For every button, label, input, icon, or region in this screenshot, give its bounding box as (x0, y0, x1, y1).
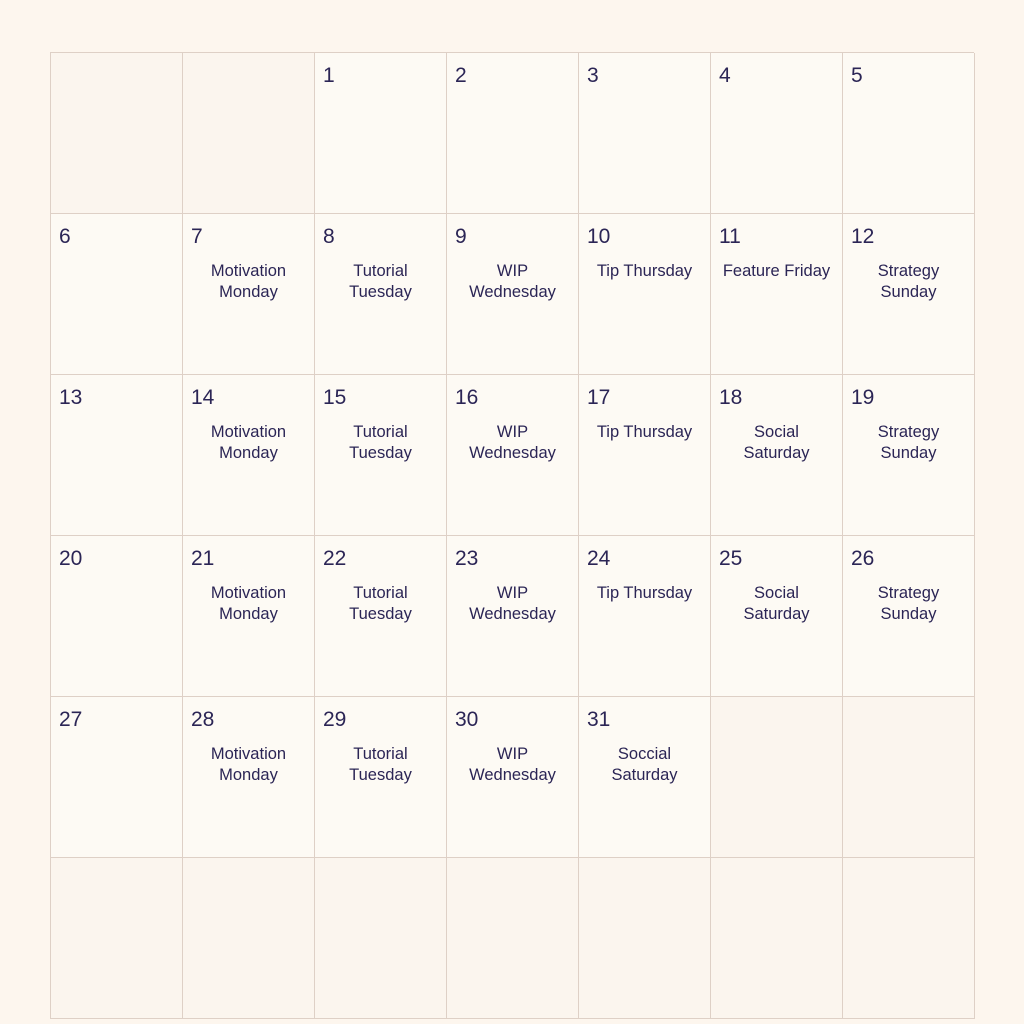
calendar-day-cell[interactable] (711, 858, 843, 1019)
day-event-label: WIP Wednesday (469, 745, 556, 785)
calendar-day-cell[interactable] (843, 53, 975, 214)
day-event-label: Social Saturday (743, 584, 810, 624)
day-number: 9 (455, 225, 467, 248)
day-event-label: Social Saturday (743, 423, 810, 463)
day-number: 7 (191, 225, 203, 248)
day-event-label: WIP Wednesday (469, 423, 556, 463)
day-number: 24 (587, 547, 611, 570)
day-number: 20 (59, 547, 83, 570)
day-event-label: WIP Wednesday (469, 262, 556, 302)
calendar-day-cell[interactable] (579, 53, 711, 214)
calendar-day-cell[interactable] (579, 858, 711, 1019)
calendar-day-cell[interactable] (843, 697, 975, 858)
day-number: 15 (323, 386, 347, 409)
day-number: 18 (719, 386, 743, 409)
day-event-label: WIP Wednesday (469, 584, 556, 624)
day-number: 13 (59, 386, 83, 409)
day-number: 16 (455, 386, 479, 409)
day-event-label: Motivation Monday (210, 745, 287, 785)
day-event-label: Motivation Monday (210, 584, 287, 624)
day-number: 29 (323, 708, 347, 731)
calendar-day-cell[interactable] (51, 697, 183, 858)
day-event-label: Tip Thursday (596, 584, 693, 602)
calendar-grid (50, 52, 974, 1019)
day-event-label: Soccial Saturday (611, 745, 678, 785)
calendar-day-cell[interactable] (315, 214, 447, 375)
calendar-day-cell[interactable] (51, 53, 183, 214)
day-number: 14 (191, 386, 215, 409)
calendar-day-cell[interactable] (183, 53, 315, 214)
calendar-day-cell[interactable] (579, 375, 711, 536)
day-number: 23 (455, 547, 479, 570)
calendar-day-cell[interactable] (183, 214, 315, 375)
calendar-day-cell[interactable] (843, 536, 975, 697)
calendar-day-cell[interactable] (711, 214, 843, 375)
calendar-day-cell[interactable] (447, 536, 579, 697)
day-number: 2 (455, 64, 467, 87)
day-number: 4 (719, 64, 731, 87)
calendar-day-cell[interactable] (51, 375, 183, 536)
weekday-header-row (50, 0, 1024, 52)
day-event-label: Strategy Sunday (877, 584, 940, 624)
calendar-day-cell[interactable] (447, 697, 579, 858)
day-event-label: Strategy Sunday (877, 423, 940, 463)
calendar-day-cell[interactable] (315, 858, 447, 1019)
day-event-label: Tip Thursday (596, 423, 693, 441)
day-event-label: Tutorial Tuesday (349, 745, 412, 785)
day-number: 21 (191, 547, 215, 570)
day-number: 11 (719, 225, 741, 248)
day-number: 6 (59, 225, 71, 248)
day-event-label: Tutorial Tuesday (349, 584, 412, 624)
calendar-day-cell[interactable] (51, 858, 183, 1019)
calendar-day-cell[interactable] (843, 858, 975, 1019)
day-event-label: Motivation Monday (210, 423, 287, 463)
day-number: 31 (587, 708, 611, 731)
calendar-day-cell[interactable] (315, 697, 447, 858)
calendar-day-cell[interactable] (183, 375, 315, 536)
calendar-day-cell[interactable] (447, 53, 579, 214)
calendar-day-cell[interactable] (183, 858, 315, 1019)
day-event-label: Tutorial Tuesday (349, 262, 412, 302)
calendar-day-cell[interactable] (183, 697, 315, 858)
calendar-day-cell[interactable] (447, 375, 579, 536)
day-number: 27 (59, 708, 83, 731)
calendar-day-cell[interactable] (711, 53, 843, 214)
day-number: 1 (323, 64, 335, 87)
calendar-day-cell[interactable] (51, 214, 183, 375)
calendar-day-cell[interactable] (843, 214, 975, 375)
calendar-day-cell[interactable] (447, 214, 579, 375)
calendar-day-cell[interactable] (315, 375, 447, 536)
day-number: 22 (323, 547, 347, 570)
calendar-day-cell[interactable] (579, 214, 711, 375)
calendar-day-cell[interactable] (711, 536, 843, 697)
day-number: 12 (851, 225, 875, 248)
day-event-label: Feature Friday (722, 262, 831, 280)
calendar-day-cell[interactable] (315, 53, 447, 214)
day-event-label: Tip Thursday (596, 262, 693, 280)
day-number: 10 (587, 225, 611, 248)
day-number: 30 (455, 708, 479, 731)
day-number: 25 (719, 547, 743, 570)
calendar-day-cell[interactable] (579, 697, 711, 858)
day-number: 17 (587, 386, 611, 409)
calendar-day-cell[interactable] (579, 536, 711, 697)
day-number: 26 (851, 547, 875, 570)
day-number: 8 (323, 225, 335, 248)
day-number: 19 (851, 386, 875, 409)
day-number: 5 (851, 64, 863, 87)
day-event-label: Motivation Monday (210, 262, 287, 302)
day-number: 28 (191, 708, 215, 731)
day-event-label: Strategy Sunday (877, 262, 940, 302)
calendar-day-cell[interactable] (711, 697, 843, 858)
day-event-label: Tutorial Tuesday (349, 423, 412, 463)
calendar-day-cell[interactable] (447, 858, 579, 1019)
calendar-day-cell[interactable] (183, 536, 315, 697)
day-number: 3 (587, 64, 599, 87)
calendar-day-cell[interactable] (315, 536, 447, 697)
calendar-day-cell[interactable] (843, 375, 975, 536)
calendar-day-cell[interactable] (51, 536, 183, 697)
calendar-day-cell[interactable] (711, 375, 843, 536)
